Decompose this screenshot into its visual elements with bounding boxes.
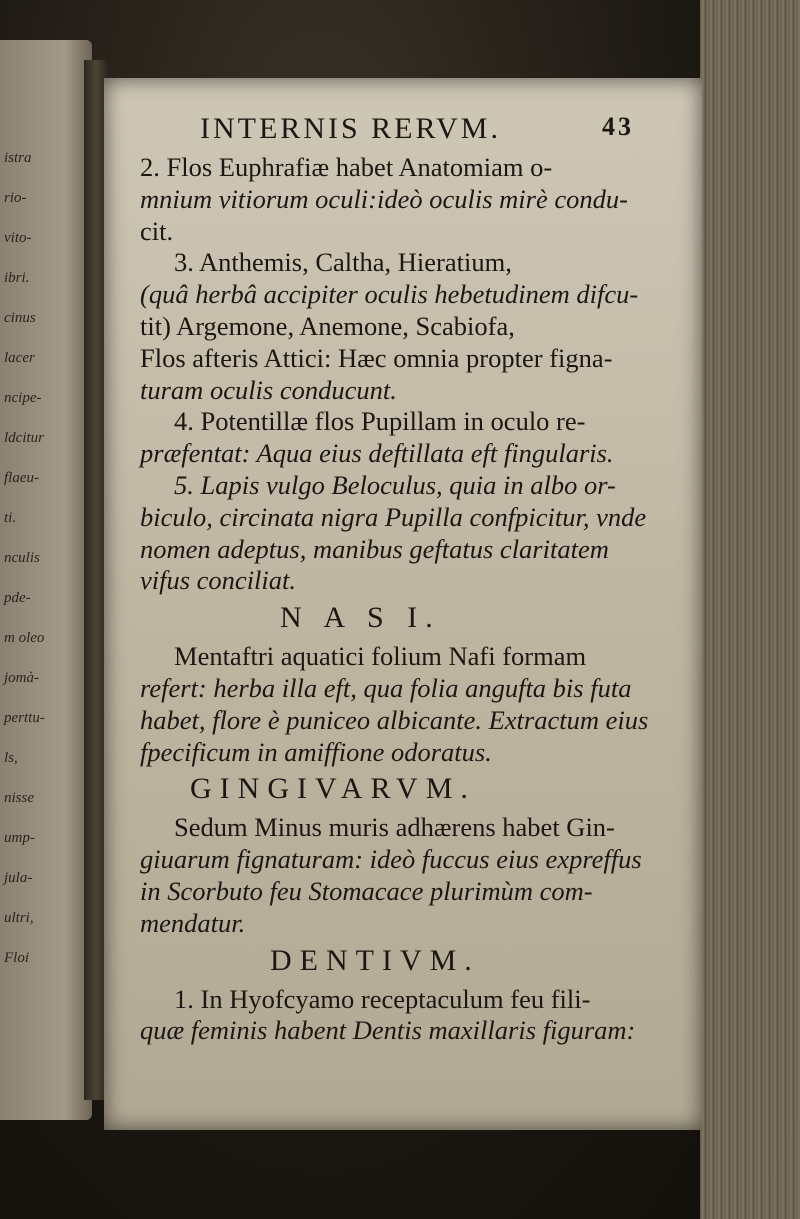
text-line: præfentat: Aqua eius deftillata eft fingularis. <box>140 438 614 469</box>
margin-fragment: vito- <box>4 230 32 246</box>
text-line: Flos afteris Attici: Hæc omnia propter figna- <box>140 342 613 373</box>
margin-fragment: rio- <box>4 190 27 206</box>
margin-fragment: istra <box>4 150 32 166</box>
margin-fragment: ncipe- <box>4 390 42 406</box>
text-line: tit) Argemone, Anemone, Scabiofa, <box>140 310 515 341</box>
text-line: 2. Flos Euphrafiæ habet Anatomiam o- <box>140 152 553 182</box>
page-number: 43 <box>602 112 634 141</box>
text-line: mendatur. <box>140 907 246 938</box>
text-line: nomen adeptus, manibus geftatus claritatem <box>140 533 609 564</box>
text-line: Sedum Minus muris adhærens habet Gin- <box>174 812 615 843</box>
text-line: mnium vitiorum oculi:ideò oculis mirè condu- <box>140 183 628 214</box>
section-heading-gingivarum: GINGIVARVM. <box>190 772 476 806</box>
margin-fragment: ldcitur <box>4 430 44 446</box>
text-line: quæ feminis habent Dentis maxillaris figuram: <box>140 1015 636 1046</box>
entry-sedum <box>140 812 680 939</box>
section-heading-nasi: N A S I. <box>280 601 441 635</box>
text-line: 4. Potentillæ flos Pupillam in oculo re- <box>174 406 586 437</box>
margin-fragment: lacer <box>4 350 35 366</box>
margin-fragment: cinus <box>4 310 36 326</box>
page-text <box>140 112 680 1047</box>
text-line: in Scorbuto feu Stomacace plurimùm com- <box>140 875 593 906</box>
text-line: vifus conciliat. <box>140 565 297 596</box>
margin-fragment: flaeu- <box>4 470 39 486</box>
margin-fragment: ibri. <box>4 270 30 286</box>
margin-fragment: Floi <box>4 950 29 966</box>
page-edges-right <box>700 0 800 1219</box>
text-line: fpecificum in amiffione odoratus. <box>140 736 492 767</box>
text-line: cit. <box>140 215 174 246</box>
text-line: 1. In Hyofcyamo receptaculum feu fili- <box>174 983 591 1014</box>
entry-hyoscyamus <box>140 984 680 1048</box>
margin-fragment: ultri, <box>4 910 34 926</box>
text-line: Mentaftri aquatici folium Nafi formam <box>174 641 587 672</box>
text-line: biculo, circinata nigra Pupilla confpicitur, vnde <box>140 501 647 532</box>
margin-fragment: ump- <box>4 830 35 846</box>
header-title: INTERNIS RERVM. <box>200 112 501 145</box>
margin-fragment: jula- <box>4 870 33 886</box>
text-line: refert: herba illa eft, qua folia angufta bis futa <box>140 672 632 703</box>
margin-fragment: ls, <box>4 750 18 766</box>
margin-fragment: m oleo <box>4 630 45 646</box>
text-line: giuarum fignaturam: ideò fuccus eius expreffus <box>140 844 642 875</box>
running-header <box>140 112 680 152</box>
previous-page-edge <box>0 40 92 1120</box>
entry-3-anthemis <box>140 247 680 406</box>
section-heading-dentium: DENTIVM. <box>270 943 480 977</box>
margin-fragment: nculis <box>4 550 40 566</box>
margin-fragment: jomà- <box>4 670 39 686</box>
entry-5-lapis <box>140 470 680 597</box>
entry-mentastri <box>140 641 680 768</box>
text-line: habet, flore è puniceo albicante. Extractum eius <box>140 704 649 735</box>
entry-4-potentilla <box>140 406 680 470</box>
text-line: turam oculis conducunt. <box>140 374 397 405</box>
text-line: (quâ herbâ accipiter oculis hebetudinem difcu- <box>140 279 639 310</box>
text-line: 3. Anthemis, Caltha, Hieratium, <box>174 247 512 278</box>
margin-fragment: ti. <box>4 510 17 526</box>
margin-fragment: pde- <box>4 590 31 606</box>
margin-fragment: perttu- <box>4 710 45 726</box>
margin-fragment: nisse <box>4 790 34 806</box>
entry-2-euphrasia <box>140 152 680 247</box>
text-line: 5. Lapis vulgo Beloculus, quia in albo or- <box>174 469 616 500</box>
